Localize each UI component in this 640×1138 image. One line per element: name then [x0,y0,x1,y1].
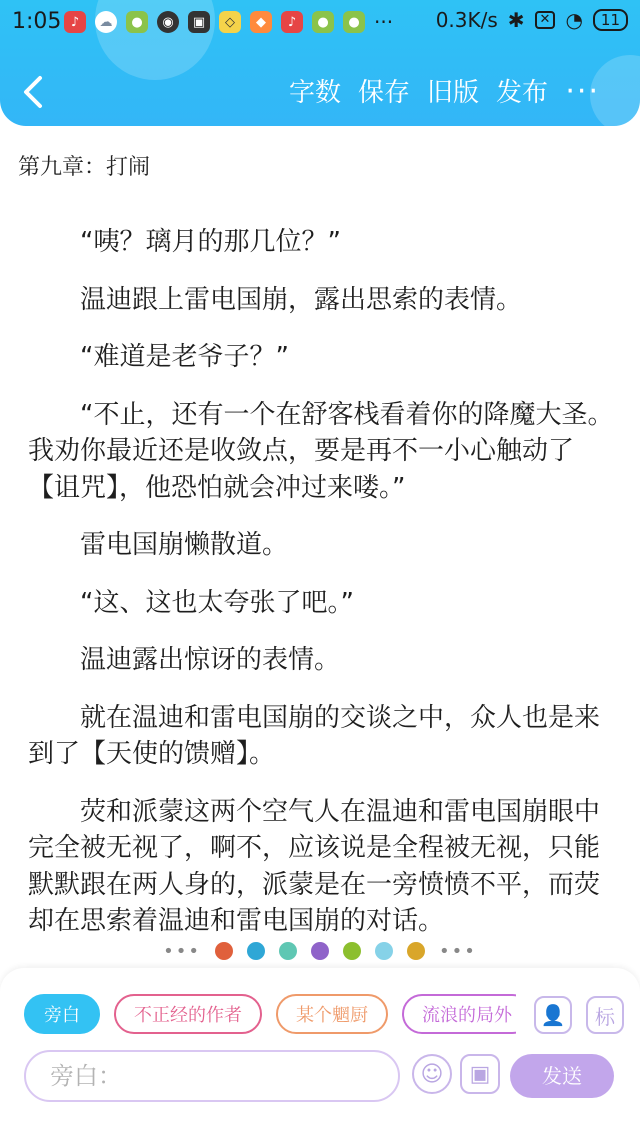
profile-icon[interactable]: 👤 [534,996,572,1034]
cryo-icon[interactable] [375,942,393,960]
dendro-icon[interactable] [343,942,361,960]
toolbar-actions [289,76,548,110]
paragraph: 温迪露出惊讶的表情。 [80,645,341,675]
status-bar [0,0,640,46]
game-app-icon: ▣ [188,11,210,33]
paragraph: 就在温迪和雷电国崩的交谈之中，众人也是来到了【天使的馈赠】。 [28,702,601,769]
status-time: 1:05 [12,9,62,34]
wechat-app-icon-2: ● [312,11,334,33]
status-right [436,8,628,32]
old-version-button[interactable]: 旧版 [426,78,479,108]
wechat-app-icon: ● [126,11,148,33]
bluetooth-icon: ✱ [507,8,525,32]
more-options-icon[interactable]: ··· [565,74,600,109]
chip-character[interactable]: 某个魍厨 [276,994,388,1034]
app-header [0,0,640,126]
paragraph: “不止，还有一个在舒客栈看着你的降魔大圣。我劝你最近还是收敛点，要是再不一小心触动了【诅咒】，他恐怕就会冲过来喽。” [28,399,614,503]
emoji-icon[interactable]: ☺ [412,1054,452,1094]
image-icon[interactable]: ▣ [460,1054,500,1094]
chip-narrator[interactable]: 旁白 [24,994,100,1034]
music-app-icon: ♪ [64,11,86,33]
message-input[interactable]: 旁白： [24,1050,400,1102]
mark-button[interactable]: 标 [586,996,624,1034]
paragraph: “咦？璃月的那几位？” [80,227,341,257]
paragraph: “难道是老爷子？” [80,342,289,372]
photo-app-icon: ◆ [250,11,272,33]
back-icon[interactable] [18,72,58,112]
chip-wanderer[interactable]: 流浪的局外 [402,994,516,1034]
strip-dots-right: ••• [439,940,477,962]
music-app-icon-2: ♪ [281,11,303,33]
send-button[interactable]: 发送 [510,1054,614,1098]
editor-toolbar [0,62,640,122]
paragraph: “这、这也太夸张了吧。” [80,587,354,618]
publish-button[interactable]: 发布 [495,78,548,108]
geo-icon[interactable] [407,942,425,960]
strip-dots-left: ••• [163,940,201,962]
anemo-icon[interactable] [279,942,297,960]
weather-icon: ☁ [95,11,117,33]
chapter-title[interactable]: 第九章：打闹 [18,155,151,180]
chat-app-icon: ◇ [219,11,241,33]
wifi-icon: ◔ [565,8,583,32]
net-speed: 0.3K/s [435,8,498,32]
paragraph: 雷电国崩懒散道。 [80,530,289,560]
notification-icons [64,10,393,34]
story-content[interactable] [28,224,616,961]
pyro-icon[interactable] [215,942,233,960]
word-count-button[interactable]: 字数 [288,78,341,108]
element-strip [0,936,640,966]
camera-app-icon: ◉ [157,11,179,33]
chip-author[interactable]: 不正经的作者 [114,994,262,1034]
more-notifications-icon: ··· [374,10,394,34]
paragraph: 荧和派蒙这两个空气人在温迪和雷电国崩眼中完全被无视了，啊不，应该说是全程被无视，只能默默跟在两人身的，派蒙是在一旁愤愤不平，而荧却在思索着温迪和雷电国崩的对话。 [28,796,601,936]
paragraph: 温迪跟上雷电国崩，露出思索的表情。 [80,284,523,315]
wechat-app-icon-3: ● [343,11,365,33]
no-sim-icon: ✕ [535,11,556,29]
save-button[interactable]: 保存 [357,78,410,108]
battery-icon: 11 [593,9,628,31]
speaker-chips [24,994,516,1038]
hydro-icon[interactable] [247,942,265,960]
electro-icon[interactable] [311,942,329,960]
